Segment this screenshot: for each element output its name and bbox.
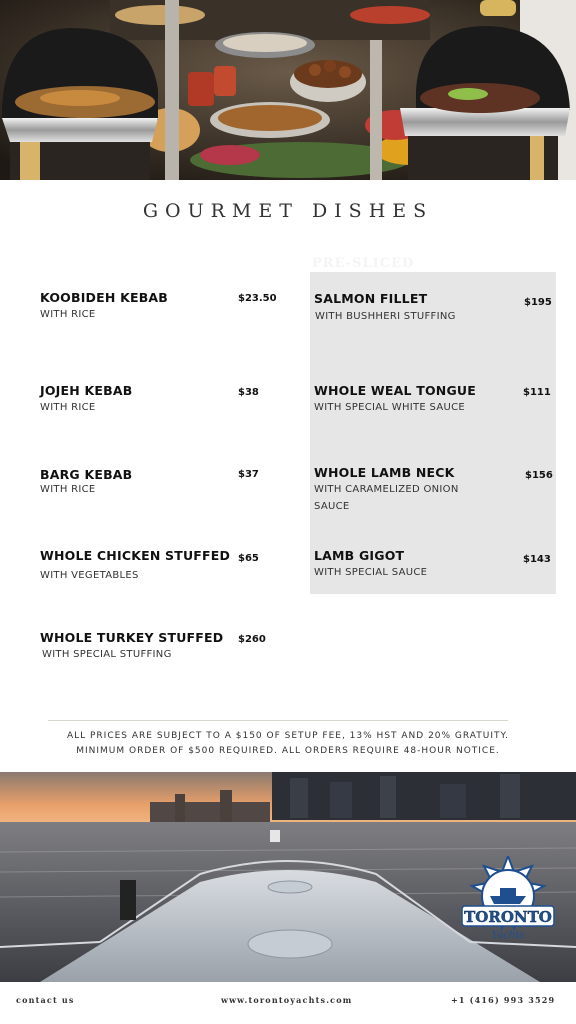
item-name: WHOLE TURKEY STUFFED bbox=[40, 630, 224, 645]
item-price: $260 bbox=[238, 634, 266, 645]
item-price: $23.50 bbox=[238, 293, 277, 304]
website-link[interactable]: www.torontoyachts.com bbox=[221, 995, 353, 1005]
item-name: WHOLE WEAL TONGUE bbox=[314, 383, 477, 398]
item-name: WHOLE LAMB NECK bbox=[314, 465, 455, 480]
item-price: $195 bbox=[524, 297, 552, 308]
page-title: GOURMET DISHES bbox=[142, 200, 434, 222]
item-price: $38 bbox=[238, 387, 259, 398]
item-description: WITH SPECIAL WHITE SAUCE bbox=[314, 402, 466, 413]
toronto-yachts-logo bbox=[458, 856, 558, 946]
order-note: MINIMUM ORDER OF $500 REQUIRED. ALL ORDERS REQUIRE 48-HOUR NOTICE. bbox=[76, 746, 500, 756]
buffet-photo bbox=[0, 0, 576, 180]
item-description: WITH SPECIAL STUFFING bbox=[42, 649, 172, 660]
pricing-note: ALL PRICES ARE SUBJECT TO A $150 OF SETUP FEE, 13% HST AND 20% GRATUITY. bbox=[66, 731, 510, 741]
presliced-label: PRE-SLICED bbox=[312, 256, 415, 271]
item-description: WITH VEGETABLES bbox=[40, 570, 139, 581]
item-description: WITH SPECIAL SAUCE bbox=[314, 567, 428, 578]
item-price: $65 bbox=[238, 553, 259, 564]
item-description: WITH RICE bbox=[40, 309, 96, 320]
item-description: WITH BUSHHERI STUFFING bbox=[315, 311, 456, 322]
logo-subtitle: Yachts bbox=[491, 930, 525, 941]
item-description: WITH RICE bbox=[40, 484, 96, 495]
item-name: WHOLE CHICKEN STUFFED bbox=[40, 548, 231, 563]
item-name: BARG KEBAB bbox=[40, 467, 133, 482]
item-price: $143 bbox=[523, 554, 551, 565]
item-name: LAMB GIGOT bbox=[314, 548, 405, 563]
item-name: KOOBIDEH KEBAB bbox=[40, 290, 169, 305]
phone-number[interactable]: +1 (416) 993 3529 bbox=[451, 995, 556, 1005]
item-price: $111 bbox=[523, 387, 551, 398]
item-price: $37 bbox=[238, 469, 259, 480]
item-name: SALMON FILLET bbox=[314, 291, 428, 306]
divider bbox=[48, 720, 508, 721]
item-price: $156 bbox=[525, 470, 553, 481]
contact-link[interactable]: contact us bbox=[16, 995, 75, 1005]
logo-wordmark: TORONTO bbox=[464, 908, 552, 926]
item-description: WITH CARAMELIZED ONION SAUCE bbox=[314, 484, 459, 512]
item-name: JOJEH KEBAB bbox=[40, 383, 133, 398]
item-description: WITH RICE bbox=[40, 402, 96, 413]
